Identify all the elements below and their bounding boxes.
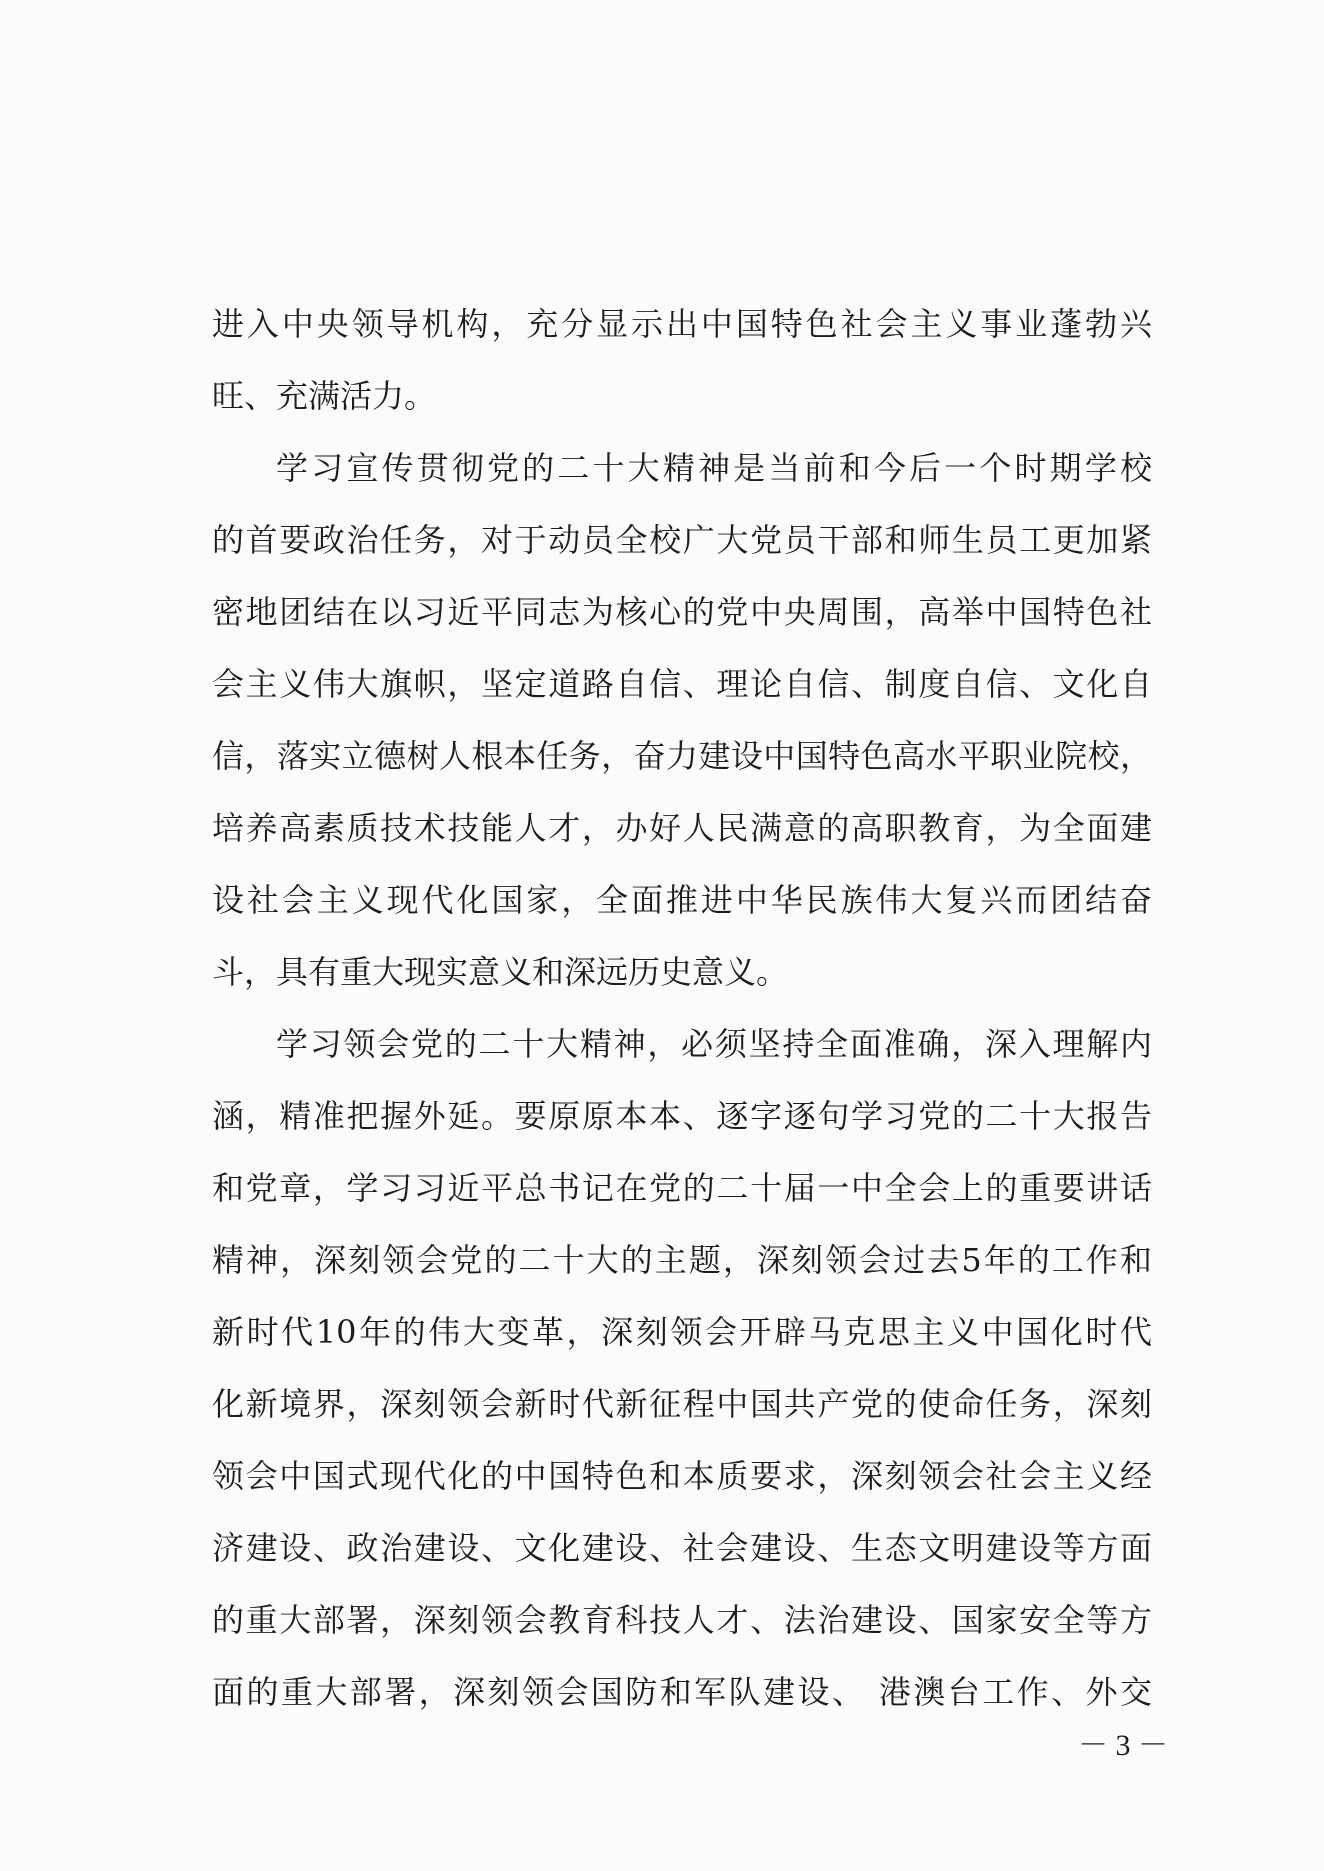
- text-line: 密地团结在以习近平同志为核心的党中央周围，高举中国特色社: [212, 593, 1152, 631]
- text-line: 设社会主义现代化国家，全面推进中华民族伟大复兴而团结奋: [212, 881, 1152, 919]
- text-line: 培养高素质技术技能人才，办好人民满意的高职教育，为全面建: [212, 809, 1152, 847]
- text-line: 济建设、政治建设、文化建设、社会建设、生态文明建设等方面: [212, 1529, 1152, 1567]
- text-line: 精神，深刻领会党的二十大的主题，深刻领会过去5年的工作和: [212, 1241, 1152, 1279]
- text-line: 学习领会党的二十大精神，必须坚持全面准确，深入理解内: [276, 1025, 1152, 1063]
- text-line: 会主义伟大旗帜，坚定道路自信、理论自信、制度自信、文化自: [212, 665, 1152, 703]
- text-line: 面的重大部署，深刻领会国防和军队建设、 港澳台工作、外交: [212, 1673, 1152, 1711]
- body-text: [212, 292, 1152, 1732]
- paragraph-1: [212, 292, 1152, 436]
- text-line: 进入中央领导机构，充分显示出中国特色社会主义事业蓬勃兴: [212, 305, 1152, 343]
- page-number: － 3 －: [1078, 1729, 1168, 1762]
- text-line: 学习宣传贯彻党的二十大精神是当前和今后一个时期学校: [276, 449, 1152, 487]
- text-line: 的首要政治任务，对于动员全校广大党员干部和师生员工更加紧: [212, 521, 1152, 559]
- text-line: 斗，具有重大现实意义和深远历史意义。: [212, 953, 789, 991]
- text-line: 旺、充满活力。: [212, 377, 437, 415]
- text-line: 新时代10年的伟大变革，深刻领会开辟马克思主义中国化时代: [212, 1313, 1152, 1351]
- text-line: 涵，精准把握外延。要原原本本、逐字逐句学习党的二十大报告: [212, 1097, 1152, 1135]
- paragraph-2: [212, 436, 1152, 1012]
- text-line: 化新境界，深刻领会新时代新征程中国共产党的使命任务，深刻: [212, 1385, 1152, 1423]
- text-line: 的重大部署，深刻领会教育科技人才、法治建设、国家安全等方: [212, 1601, 1152, 1639]
- text-line: 信，落实立德树人根本任务，奋力建设中国特色高水平职业院校，: [212, 737, 1152, 775]
- paragraph-3: [212, 1012, 1152, 1732]
- text-line: 和党章，学习习近平总书记在党的二十届一中全会上的重要讲话: [212, 1169, 1152, 1207]
- text-line: 领会中国式现代化的中国特色和本质要求，深刻领会社会主义经: [212, 1457, 1152, 1495]
